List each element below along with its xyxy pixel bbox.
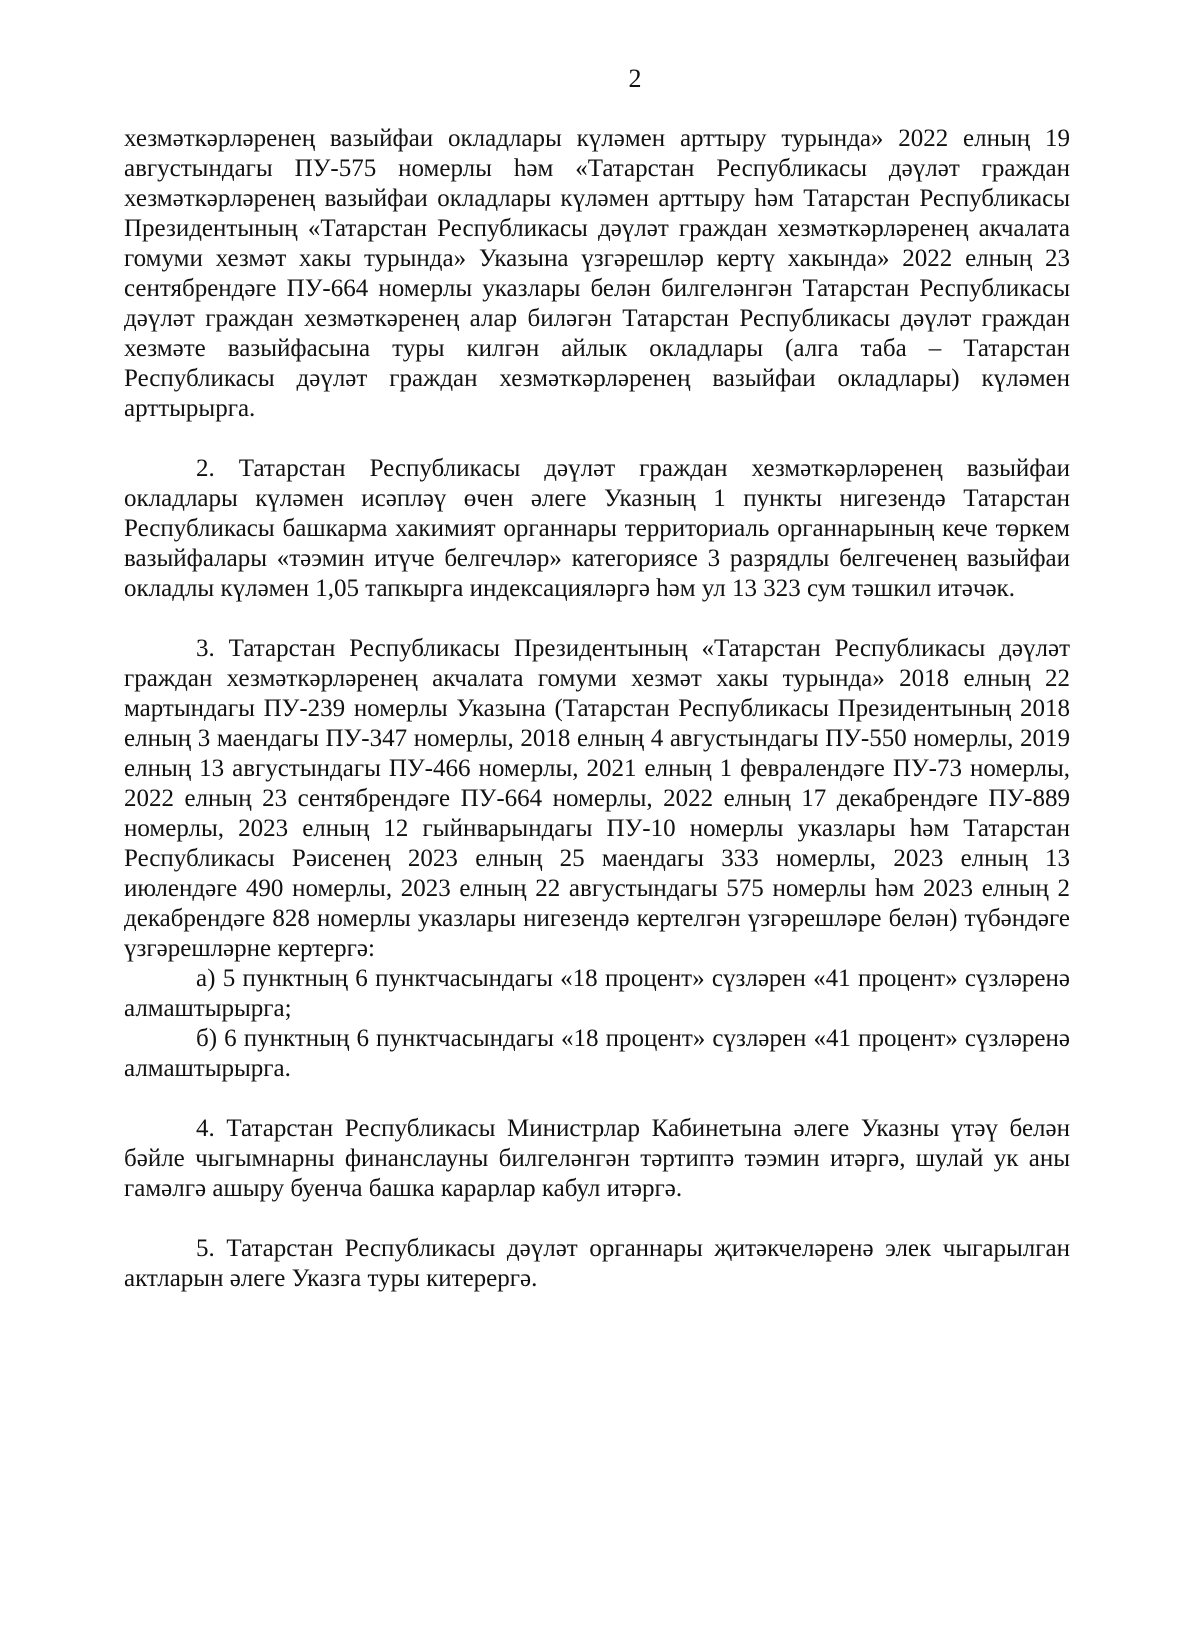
page-number: 2 [628, 64, 642, 93]
paragraph-4: 4. Татарстан Республикасы Министрлар Кабинетына әлеге Указны үтәү белән бәйле чыгымнарны финанслауны билгеләнгән тәртиптә тәэмин итәргә, шулай ук аны гамәлгә ашыру буенча башка карарлар кабул итәргә. [124, 1115, 1070, 1202]
subitem-b: б) 6 пунктның 6 пунктчасындагы «18 процент» сүзләрен «41 процент» сүзләренә алмаштырырга. [124, 1025, 1070, 1082]
subitem-a: а) 5 пунктның 6 пунктчасындагы «18 процент» сүзләрен «41 процент» сүзләренә алмаштырырга; [124, 965, 1070, 1022]
paragraph-1-continuation: хезмәткәрләренең вазыйфаи окладлары күләмен арттыру турында» 2022 елның 19 августындагы ПУ-575 номерлы һәм «Татарстан Республикасы дәүләт граждан хезмәткәрләренең вазыйфаи окладлары күләмен арттыру һәм Татарстан Республикасы Президентының «Татарстан Республикасы дәүләт граждан хезмәткәрләренең акчалата гомуми хезмәт хакы турында» Указына үзгәрешләр кертү хакында» 2022 елның 23 сентябрендәге ПУ-664 номерлы указлары белән билгеләнгән Татарстан Республикасы дәүләт граждан хезмәткәренең алар биләгән Татарстан Республикасы дәүләт граждан хезмәте вазыйфасына туры килгән айлык окладлары (алга таба – Татарстан Республикасы дәүләт граждан хезмәткәрләренең вазыйфаи окладлары) күләмен арттырырга. [124, 125, 1070, 422]
document-body [124, 124, 1070, 1294]
paragraph-2: 2. Татарстан Республикасы дәүләт граждан хезмәткәрләренең вазыйфаи окладлары күләмен исәпләү өчен әлеге Указның 1 пункты нигезендә Татарстан Республикасы башкарма хакимият органнары территориаль органнарының кече төркем вазыйфалары «тәэмин итүче белгечләр» категориясе 3 разрядлы белгеченең вазыйфаи окладлы күләмен 1,05 тапкырга индексацияләргә һәм ул 13 323 сум тәшкил итәчәк. [124, 455, 1070, 602]
paragraph-3: 3. Татарстан Республикасы Президентының «Татарстан Республикасы дәүләт граждан хезмәткәрләренең акчалата гомуми хезмәт хакы турында» 2018 елның 22 мартындагы ПУ-239 номерлы Указына (Татарстан Республикасы Президентының 2018 елның 3 маендагы ПУ-347 номерлы, 2018 елның 4 августындагы ПУ-550 номерлы, 2019 елның 13 августындагы ПУ-466 номерлы, 2021 елның 1 февралендәге ПУ-73 номерлы, 2022 елның 23 сентябрендәге ПУ-664 номерлы, 2022 елның 17 декабрендәге ПУ-889 номерлы, 2023 елның 12 гыйнварындагы ПУ-10 номерлы указлары һәм Татарстан Республикасы Рәисенең 2023 елның 25 маендагы 333 номерлы, 2023 елның 13 июлендәге 490 номерлы, 2023 елның 22 августындагы 575 номерлы һәм 2023 елның 2 декабрендәге 828 номерлы указлары нигезендә кертелгән үзгәрешләре белән) түбәндәге үзгәрешләрне кертергә: [124, 635, 1070, 962]
paragraph-5: 5. Татарстан Республикасы дәүләт органнары җитәкчеләренә элек чыгарылган актларын әлеге Указга туры китерергә. [124, 1235, 1070, 1292]
